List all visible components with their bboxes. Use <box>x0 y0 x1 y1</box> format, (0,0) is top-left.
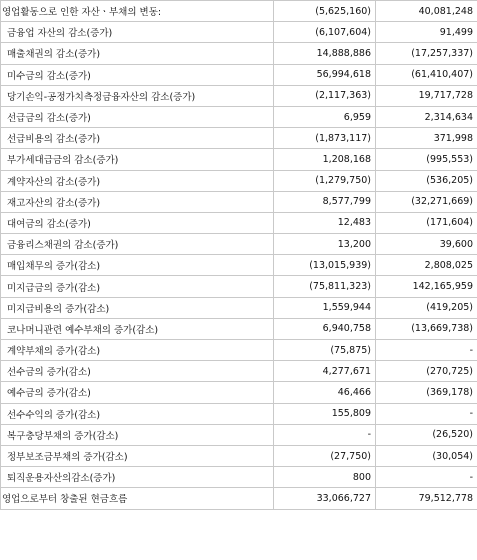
table-row <box>1 318 477 339</box>
current-period-value: 46,466 <box>274 382 376 403</box>
prior-period-value: (13,669,738) <box>376 318 477 339</box>
current-period-value: (75,811,323) <box>274 276 376 297</box>
prior-period-value: (26,520) <box>376 424 477 445</box>
table-row <box>1 403 477 424</box>
table-row <box>1 212 477 233</box>
prior-period-value: 79,512,778 <box>376 488 477 509</box>
prior-period-value: (61,410,407) <box>376 64 477 85</box>
current-period-value: 1,208,168 <box>274 149 376 170</box>
row-label: 미지급금의 증가(감소) <box>1 276 274 297</box>
prior-period-value: (32,271,669) <box>376 191 477 212</box>
prior-period-value: - <box>376 467 477 488</box>
row-label: 계약부채의 증가(감소) <box>1 340 274 361</box>
current-period-value: 4,277,671 <box>274 361 376 382</box>
row-label: 대여금의 감소(증가) <box>1 212 274 233</box>
current-period-value: 56,994,618 <box>274 64 376 85</box>
current-period-value: (75,875) <box>274 340 376 361</box>
table-row <box>1 255 477 276</box>
row-label: 부가세대급금의 감소(증가) <box>1 149 274 170</box>
table-row <box>1 297 477 318</box>
table-row <box>1 128 477 149</box>
current-period-value: 14,888,886 <box>274 43 376 64</box>
table-row <box>1 191 477 212</box>
table-row <box>1 22 477 43</box>
prior-period-value: (536,205) <box>376 170 477 191</box>
current-period-value: 6,940,758 <box>274 318 376 339</box>
current-period-value: (6,107,604) <box>274 22 376 43</box>
row-label: 선수수익의 증가(감소) <box>1 403 274 424</box>
prior-period-value: (270,725) <box>376 361 477 382</box>
current-period-value: 13,200 <box>274 234 376 255</box>
table-row <box>1 43 477 64</box>
cash-flow-rows <box>1 1 477 510</box>
prior-period-value: 39,600 <box>376 234 477 255</box>
current-period-value: (1,279,750) <box>274 170 376 191</box>
row-label: 정부보조금부채의 증가(감소) <box>1 445 274 466</box>
current-period-value: 33,066,727 <box>274 488 376 509</box>
prior-period-value: 19,717,728 <box>376 85 477 106</box>
table-row <box>1 276 477 297</box>
current-period-value: 155,809 <box>274 403 376 424</box>
prior-period-value: (995,553) <box>376 149 477 170</box>
current-period-value: (2,117,363) <box>274 85 376 106</box>
current-period-value: 8,577,799 <box>274 191 376 212</box>
table-row <box>1 340 477 361</box>
table-row <box>1 149 477 170</box>
prior-period-value: - <box>376 340 477 361</box>
row-label: 금융리스채권의 감소(증가) <box>1 234 274 255</box>
current-period-value: 800 <box>274 467 376 488</box>
table-row <box>1 488 477 509</box>
prior-period-value: (171,604) <box>376 212 477 233</box>
current-period-value: (13,015,939) <box>274 255 376 276</box>
table-row <box>1 1 477 22</box>
table-row <box>1 106 477 127</box>
current-period-value: (5,625,160) <box>274 1 376 22</box>
table-row <box>1 467 477 488</box>
current-period-value: 6,959 <box>274 106 376 127</box>
row-label: 매입채무의 증가(감소) <box>1 255 274 276</box>
row-label: 영업으로부터 창출된 현금흐름 <box>1 488 274 509</box>
prior-period-value: (17,257,337) <box>376 43 477 64</box>
row-label: 당기손익-공정가치측정금융자산의 감소(증가) <box>1 85 274 106</box>
table-row <box>1 445 477 466</box>
prior-period-value: (30,054) <box>376 445 477 466</box>
prior-period-value: (419,205) <box>376 297 477 318</box>
current-period-value: (1,873,117) <box>274 128 376 149</box>
table-row <box>1 85 477 106</box>
row-label: 계약자산의 감소(증가) <box>1 170 274 191</box>
row-label: 선수금의 증가(감소) <box>1 361 274 382</box>
table-row <box>1 424 477 445</box>
row-label: 선급금의 감소(증가) <box>1 106 274 127</box>
row-label: 코나머니관련 예수부채의 증가(감소) <box>1 318 274 339</box>
row-label: 영업활동으로 인한 자산ㆍ부채의 변동: <box>1 1 274 22</box>
prior-period-value: 2,314,634 <box>376 106 477 127</box>
row-label: 퇴직운용자산의감소(증가) <box>1 467 274 488</box>
prior-period-value: 2,808,025 <box>376 255 477 276</box>
current-period-value: 1,559,944 <box>274 297 376 318</box>
table-row <box>1 361 477 382</box>
table-row <box>1 382 477 403</box>
current-period-value: 12,483 <box>274 212 376 233</box>
row-label: 금융업 자산의 감소(증가) <box>1 22 274 43</box>
prior-period-value: 40,081,248 <box>376 1 477 22</box>
table-row <box>1 234 477 255</box>
table-row <box>1 64 477 85</box>
current-period-value: (27,750) <box>274 445 376 466</box>
row-label: 미지급비용의 증가(감소) <box>1 297 274 318</box>
row-label: 복구충당부채의 증가(감소) <box>1 424 274 445</box>
current-period-value: - <box>274 424 376 445</box>
prior-period-value: (369,178) <box>376 382 477 403</box>
row-label: 재고자산의 감소(증가) <box>1 191 274 212</box>
table-row <box>1 170 477 191</box>
prior-period-value: - <box>376 403 477 424</box>
prior-period-value: 142,165,959 <box>376 276 477 297</box>
row-label: 미수금의 감소(증가) <box>1 64 274 85</box>
row-label: 예수금의 증가(감소) <box>1 382 274 403</box>
row-label: 선급비용의 감소(증가) <box>1 128 274 149</box>
prior-period-value: 371,998 <box>376 128 477 149</box>
row-label: 매출채권의 감소(증가) <box>1 43 274 64</box>
prior-period-value: 91,499 <box>376 22 477 43</box>
